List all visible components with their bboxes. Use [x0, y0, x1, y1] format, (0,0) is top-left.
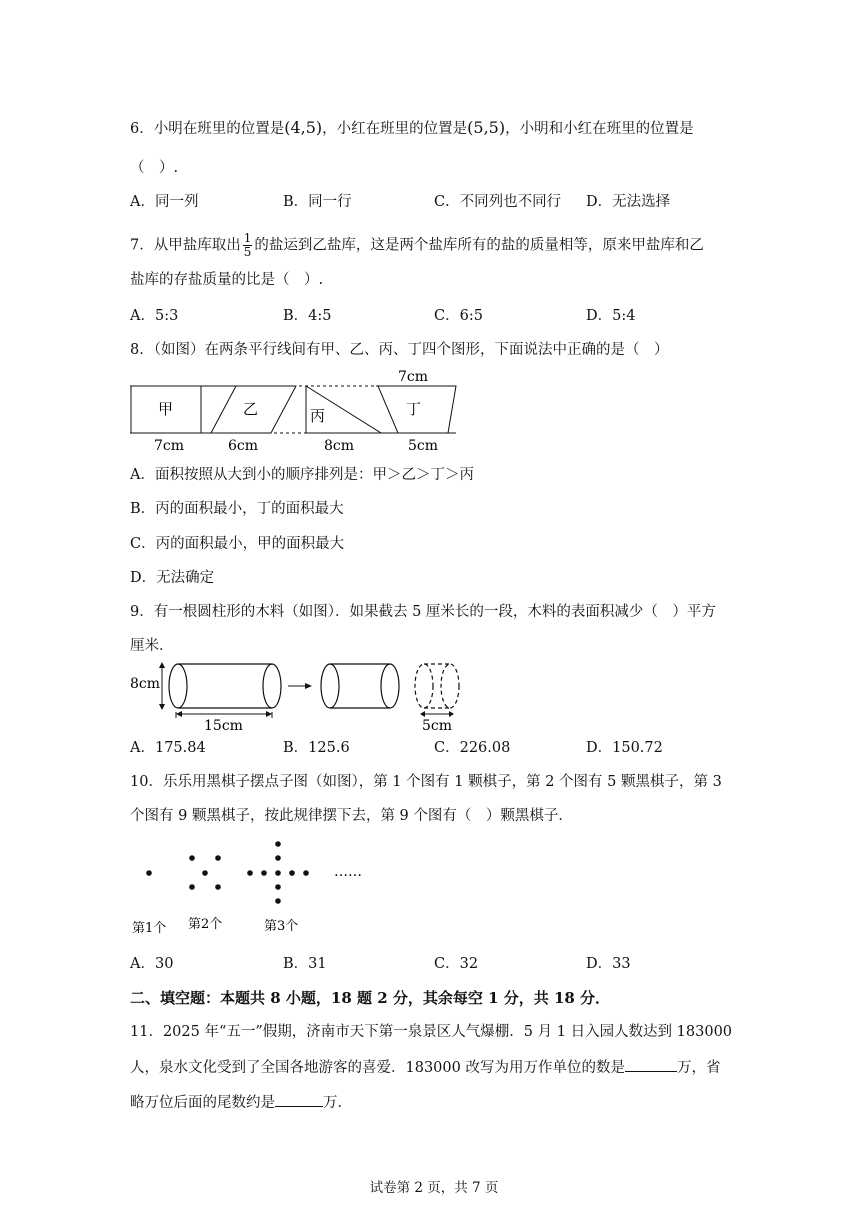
q7-option-b[interactable]: B．4:5 [283, 308, 332, 324]
q8-bottom-label-ding: 5cm [408, 438, 439, 454]
q8-option-c[interactable]: C．丙的面积最小，甲的面积最大 [130, 536, 345, 552]
q7-fraction [243, 232, 253, 259]
q10-label-2: 第2个 [188, 917, 223, 932]
q9-height-label: 8cm [130, 676, 161, 692]
q9-short-cylinder-right [381, 664, 399, 708]
q10-option-a[interactable]: A．30 [130, 956, 174, 972]
q11-blank-2[interactable] [275, 1092, 323, 1107]
q10-label-1: 第1个 [132, 921, 167, 936]
q10-option-b[interactable]: B．31 [283, 956, 327, 972]
q10-fig3-dot [289, 870, 295, 876]
q10-fig3-dot [275, 870, 281, 876]
q9-cylinder-body [178, 664, 272, 708]
q10-fig3-dot [261, 870, 267, 876]
q10-fig2-dot [189, 884, 195, 890]
q8-option-d[interactable]: D．无法确定 [130, 570, 215, 586]
q6-option-b[interactable]: B．同一行 [283, 194, 352, 210]
q8-option-a[interactable]: A．面积按照从大到小的顺序排列是：甲＞乙＞丁＞丙 [130, 467, 474, 483]
q6-option-a[interactable]: A．同一列 [130, 194, 199, 210]
q10-fig3-dot [275, 855, 281, 861]
q10-figure [130, 836, 390, 940]
q8-option-b[interactable]: B．丙的面积最小，丁的面积最大 [130, 501, 344, 517]
q11-line2 [130, 1057, 720, 1078]
q11-line2-a: 人，泉水文化受到了全国各地游客的喜爱．183000 改写为用万作单位的数是 [130, 1060, 625, 1076]
q11-line3-b: 万． [323, 1095, 352, 1111]
q7-option-d[interactable]: D．5:4 [586, 308, 636, 324]
q6-stem-a: 6．小明在班里的位置是 [130, 121, 285, 137]
q6-stem-b: ，小红在班里的位置是 [322, 121, 468, 137]
q10-fig3-dot [275, 884, 281, 890]
q7-option-a[interactable]: A．5:3 [130, 308, 179, 324]
q11-line3-a: 略万位后面的尾数约是 [130, 1095, 275, 1111]
q9-option-c[interactable]: C．226.08 [434, 740, 511, 756]
q9-length-arrow-left [176, 711, 182, 717]
q9-option-d[interactable]: D．150.72 [586, 740, 663, 756]
q7-fraction-numerator: 1 [243, 231, 252, 245]
q6-position-1: (4,5) [284, 118, 323, 137]
q10-ellipsis: …… [334, 864, 362, 880]
q8-stem: 8．（如图）在两条平行线间有甲、乙、丙、丁四个图形，下面说法中正确的是（ ） [130, 342, 669, 358]
q10-fig3-dot [247, 870, 253, 876]
section2-heading: 二、填空题：本题共 8 小题，18 题 2 分，其余每空 1 分，共 18 分． [130, 989, 611, 1007]
q11-line3 [130, 1092, 352, 1113]
q8-label-yi: 乙 [243, 400, 259, 418]
q9-cut-body [424, 664, 450, 708]
q11-line2-b: 万，省 [676, 1060, 721, 1076]
q10-fig3-dot [275, 898, 281, 904]
q10-fig3-dot [275, 841, 281, 847]
q10-fig3-dot [303, 870, 309, 876]
q6-option-c[interactable]: C．不同列也不同行 [434, 194, 562, 210]
q6-position-2: (5,5) [467, 118, 506, 137]
q9-option-a[interactable]: A．175.84 [130, 740, 206, 756]
page-footer: 试卷第 2 页，共 7 页 [369, 1180, 499, 1196]
q9-transform-arrowhead [305, 683, 312, 689]
q9-cylinder-right-end [263, 664, 281, 708]
q9-stem-line1: 9．有一根圆柱形的木料（如图）．如果截去 5 厘米长的一段，木料的表面积减少（ ）平方 [130, 604, 716, 620]
q9-length-arrow-right [266, 711, 272, 717]
q9-cut-arrow-right [449, 711, 454, 717]
q9-height-arrow-top [159, 662, 165, 668]
q9-cylinder-left-end [169, 664, 187, 708]
q11-blank-1[interactable] [625, 1057, 677, 1072]
q10-option-c[interactable]: C．32 [434, 956, 479, 972]
q6-stem-c: ，小明和小红在班里的位置是 [505, 121, 694, 137]
q7-stem-line2: 盐库的存盐质量的比是（ ）. [130, 272, 324, 288]
q10-stem-line2: 个图有 9 颗黑棋子，按此规律摆下去，第 9 个图有（ ）颗黑棋子． [130, 808, 573, 824]
q10-option-d[interactable]: D．33 [586, 956, 631, 972]
q6-option-d[interactable]: D．无法选择 [586, 194, 671, 210]
q8-label-jia: 甲 [158, 400, 174, 418]
q8-label-bing: 丙 [310, 407, 326, 425]
q10-stem-line1: 10．乐乐用黑棋子摆点子图（如图），第 1 个图有 1 颗棋子，第 2 个图有 5 颗黑棋子，第 3 [130, 774, 722, 790]
q9-cut-arrow-left [420, 711, 425, 717]
q7-option-c[interactable]: C．6:5 [434, 308, 483, 324]
q9-cut-right [441, 664, 459, 708]
q8-bottom-label-jia: 7cm [154, 438, 185, 454]
q10-fig2-dot [189, 855, 195, 861]
q10-fig2-dot [215, 884, 221, 890]
q9-length-label: 15cm [204, 718, 243, 734]
q9-stem-line2: 厘米． [130, 638, 174, 654]
q8-bottom-label-yi: 6cm [228, 438, 259, 454]
q11-line1: 11．2025 年“五一”假期，济南市天下第一泉景区人气爆棚．5 月 1 日入园人数达到 183000 [130, 1024, 733, 1040]
q10-fig2-dot [215, 855, 221, 861]
q9-figure [128, 656, 478, 736]
q7-stem-a: 7．从甲盐库取出 [130, 237, 241, 254]
q6-stem [130, 118, 694, 139]
q10-label-3: 第3个 [264, 919, 299, 934]
q8-top-label: 7cm [398, 369, 429, 385]
q9-short-cylinder-left [321, 664, 339, 708]
q9-cut-left [415, 664, 433, 708]
q10-fig1-dot [146, 870, 152, 876]
q7-stem [130, 232, 704, 259]
q6-stem-line2: （ ）. [130, 160, 179, 176]
q9-height-arrow-bottom [159, 704, 165, 710]
q9-option-b[interactable]: B．125.6 [283, 740, 350, 756]
q8-figure [126, 366, 466, 456]
q9-cut-label: 5cm [422, 718, 453, 734]
q10-fig2-dot [202, 870, 208, 876]
q8-bottom-label-bing: 8cm [324, 438, 355, 454]
q7-stem-b: 的盐运到乙盐库，这是两个盐库所有的盐的质量相等，原来甲盐库和乙 [254, 237, 704, 254]
q7-fraction-denominator: 5 [243, 245, 252, 259]
q8-label-ding: 丁 [406, 400, 422, 418]
